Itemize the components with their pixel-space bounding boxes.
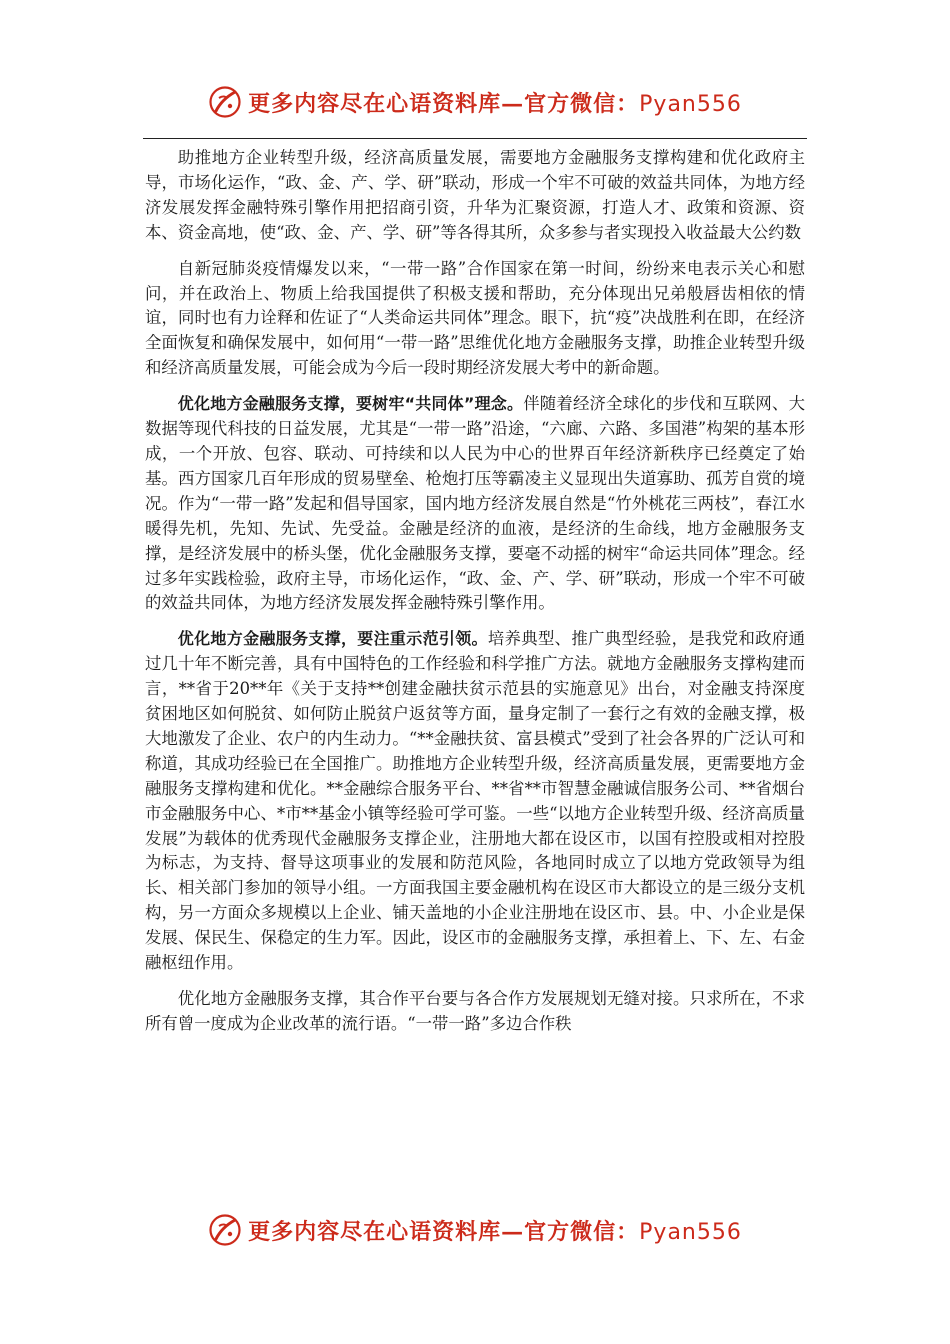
- header-wechat-id: Pyan556: [639, 91, 742, 117]
- article-body: [145, 146, 805, 1037]
- footer-wechat-id: Pyan556: [639, 1219, 742, 1245]
- paragraph-5: 优化地方金融服务支撑，其合作平台要与各合作方发展规划无缝对接。只求所在，不求所有曾一度成为企业改革的流行语。“一带一路”多边合作秩: [145, 989, 805, 1033]
- header-banner-text: 更多内容尽在心语资料库—官方微信：Pyan556: [248, 90, 742, 117]
- paragraph-4-body: 培养典型、推广典型经验，是我党和政府通过几十年不断完善，具有中国特色的工作经验和科学推广方法。就地方金融服务支撑构建而言，**省于20**年《关于支持**创建金融扶贫示范县的实施意见》出台，对金融支持深度贫困地区如何脱贫、如何防止脱贫户返贫等方面，量身定制了一套行之有效的金融支撑，极大地激发了企业、农户的内生动力。“**金融扶贫、富县模式”受到了社会各界的广泛认可和称道，其成功经验已在全国推广。助推地方企业转型升级，经济高质量发展，更需要地方金融服务支撑构建和优化。**金融综合服务平台、**省**市智慧金融诚信服务公司、**省烟台市金融服务中心、*市**基金小镇等经验可学可鉴。一些“以地方企业转型升级、经济高质量发展”为载体的优秀现代金融服务支撑企业，注册地大都在设区市，以国有控股或相对控股为标志，为支持、督导这项事业的发展和防范风险，各地同时成立了以地方党政领导为组长、相关部门参加的领导小组。一方面我国主要金融机构在设区市大都设立的是三级分支机构，另一方面众多规模以上企业、铺天盖地的小企业注册地在设区市、县。中、小企业是保发展、保民生、保稳定的生力军。因此，设区市的金融服务支撑，承担着上、下、左、右金融枢纽作用。: [145, 629, 805, 973]
- header-divider: [143, 138, 807, 139]
- brand-logo-icon: [208, 1213, 242, 1247]
- paragraph-1: 助推地方企业转型升级，经济高质量发展，需要地方金融服务支撑构建和优化政府主导，市场化运作，“政、金、产、学、研”联动，形成一个牢不可破的效益共同体，为地方经济发展发挥金融特殊引擎作用把招商引资，升华为汇聚资源，打造人才、政策和资源、资本、资金高地，使“政、金、产、学、研”等各得其所，众多参与者实现投入收益最大公约数: [145, 148, 805, 242]
- footer-banner: [0, 1208, 950, 1252]
- paragraph-3-body: 伴随着经济全球化的步伐和互联网、大数据等现代科技的日益发展，尤其是“一带一路”沿途，“六廊、六路、多国港”构架的基本形成，一个开放、包容、联动、可持续和以人民为中心的世界百年经济新秩序已经奠定了始基。西方国家几百年形成的贸易壁垒、枪炮打压等霸凌主义显现出失道寡助、孤芳自赏的境况。作为“一带一路”发起和倡导国家，国内地方经济发展自然是“竹外桃花三两枝”，春江水暖得先机，先知、先试、先受益。金融是经济的血液，是经济的生命线，地方金融服务支撑，是经济发展中的桥头堡，优化金融服务支撑，要毫不动摇的树牢“命运共同体”理念。经过多年实践检验，政府主导，市场化运作，“政、金、产、学、研”联动，形成一个牢不可破的效益共同体，为地方经济发展发挥金融特殊引擎作用。: [145, 394, 805, 613]
- paragraph-3-lead: 优化地方金融服务支撑，要树牢“共同体”理念。: [177, 394, 524, 414]
- paragraph-4-lead: 优化地方金融服务支撑，要注重示范引领。: [177, 629, 488, 649]
- footer-banner-text: 更多内容尽在心语资料库—官方微信：Pyan556: [248, 1218, 742, 1245]
- header-banner: [0, 80, 950, 124]
- paragraph-2: 自新冠肺炎疫情爆发以来，“一带一路”合作国家在第一时间，纷纷来电表示关心和慰问，并在政治上、物质上给我国提供了积极支援和帮助，充分体现出兄弟般唇齿相依的情谊，同时也有力诠释和佐证了“人类命运共同体”理念。眼下，抗“疫”决战胜利在即，在经济全面恢复和确保发展中，如何用“一带一路”思维优化地方金融服务支撑，助推企业转型升级和经济高质量发展，可能会成为今后一段时期经济发展大考中的新命题。: [145, 258, 805, 378]
- paragraph-3: [145, 392, 805, 616]
- brand-logo-icon: [208, 85, 242, 119]
- paragraph-4: [145, 627, 805, 976]
